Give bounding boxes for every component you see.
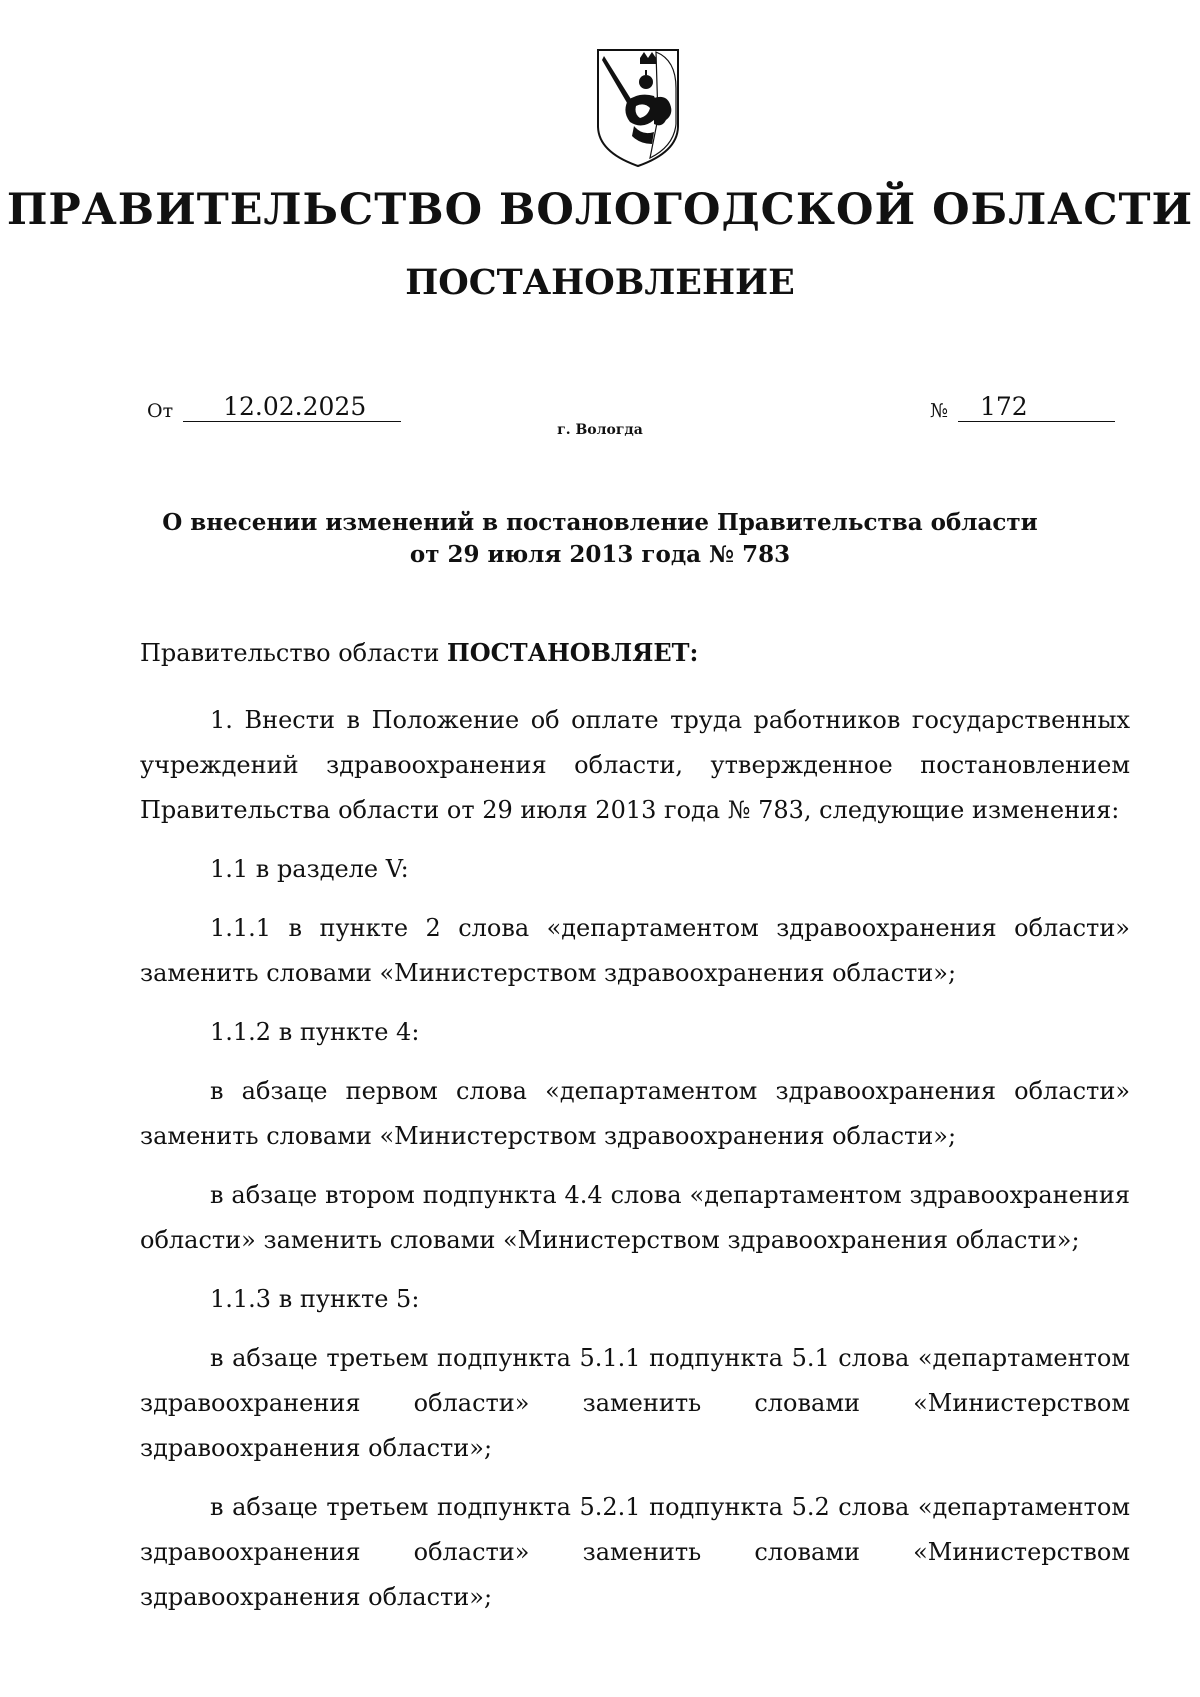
paragraph-item-5-1-1: в абзаце третьем подпункта 5.1.1 подпункта 5.1 слова «департаментом здравоохранения области» заменить словами «Министерством здравоохранения области»; [140, 1344, 1130, 1462]
paragraph-1: 1. Внести в Положение об оплате труда работников государственных учреждений здравоохранения области, утвержденное постановлением Правительства области от 29 июля 2013 года № 783, следующие изменения: [140, 706, 1130, 824]
paragraph-1-1: 1.1 в разделе V: [210, 855, 409, 883]
number-prefix: № [930, 400, 948, 422]
document-subject [0, 507, 1200, 571]
decree-lead [140, 630, 1130, 676]
document-type-title: ПОСТАНОВЛЕНИЕ [405, 262, 795, 303]
paragraph-item-5-2-1: в абзаце третьем подпункта 5.2.1 подпункта 5.2 слова «департаментом здравоохранения области» заменить словами «Министерством здравоохранения области»; [140, 1493, 1130, 1611]
number-value: 172 [958, 393, 1115, 422]
paragraph-item-second-abzac: в абзаце втором подпункта 4.4 слова «департаментом здравоохранения области» заменить словами «Министерством здравоохранения области»; [140, 1181, 1130, 1254]
decree-lead-verb: ПОСТАНОВЛЯЕТ: [447, 638, 699, 667]
decree-lead-text: Правительство области [140, 639, 440, 667]
paragraph-item-first-abzac: в абзаце первом слова «департаментом здравоохранения области» заменить словами «Министерством здравоохранения области»; [140, 1077, 1130, 1150]
paragraph-1-1-2: 1.1.2 в пункте 4: [210, 1018, 420, 1046]
subject-line-1: О внесении изменений в постановление Правительства области [162, 509, 1038, 536]
coat-of-arms-icon [596, 48, 680, 168]
date-value: 12.02.2025 [183, 393, 401, 422]
document-number [930, 393, 1115, 422]
city-label: г. Вологда [557, 422, 643, 438]
document-body [140, 630, 1130, 1620]
subject-line-2: от 29 июля 2013 года № 783 [409, 541, 791, 568]
paragraph-1-1-3: 1.1.3 в пункте 5: [210, 1285, 420, 1313]
organization-title: ПРАВИТЕЛЬСТВО ВОЛОГОДСКОЙ ОБЛАСТИ [6, 185, 1194, 235]
document-date [147, 393, 401, 422]
date-prefix: От [147, 400, 174, 422]
paragraph-1-1-1: 1.1.1 в пункте 2 слова «департаментом здравоохранения области» заменить словами «Министерством здравоохранения области»; [140, 914, 1130, 987]
